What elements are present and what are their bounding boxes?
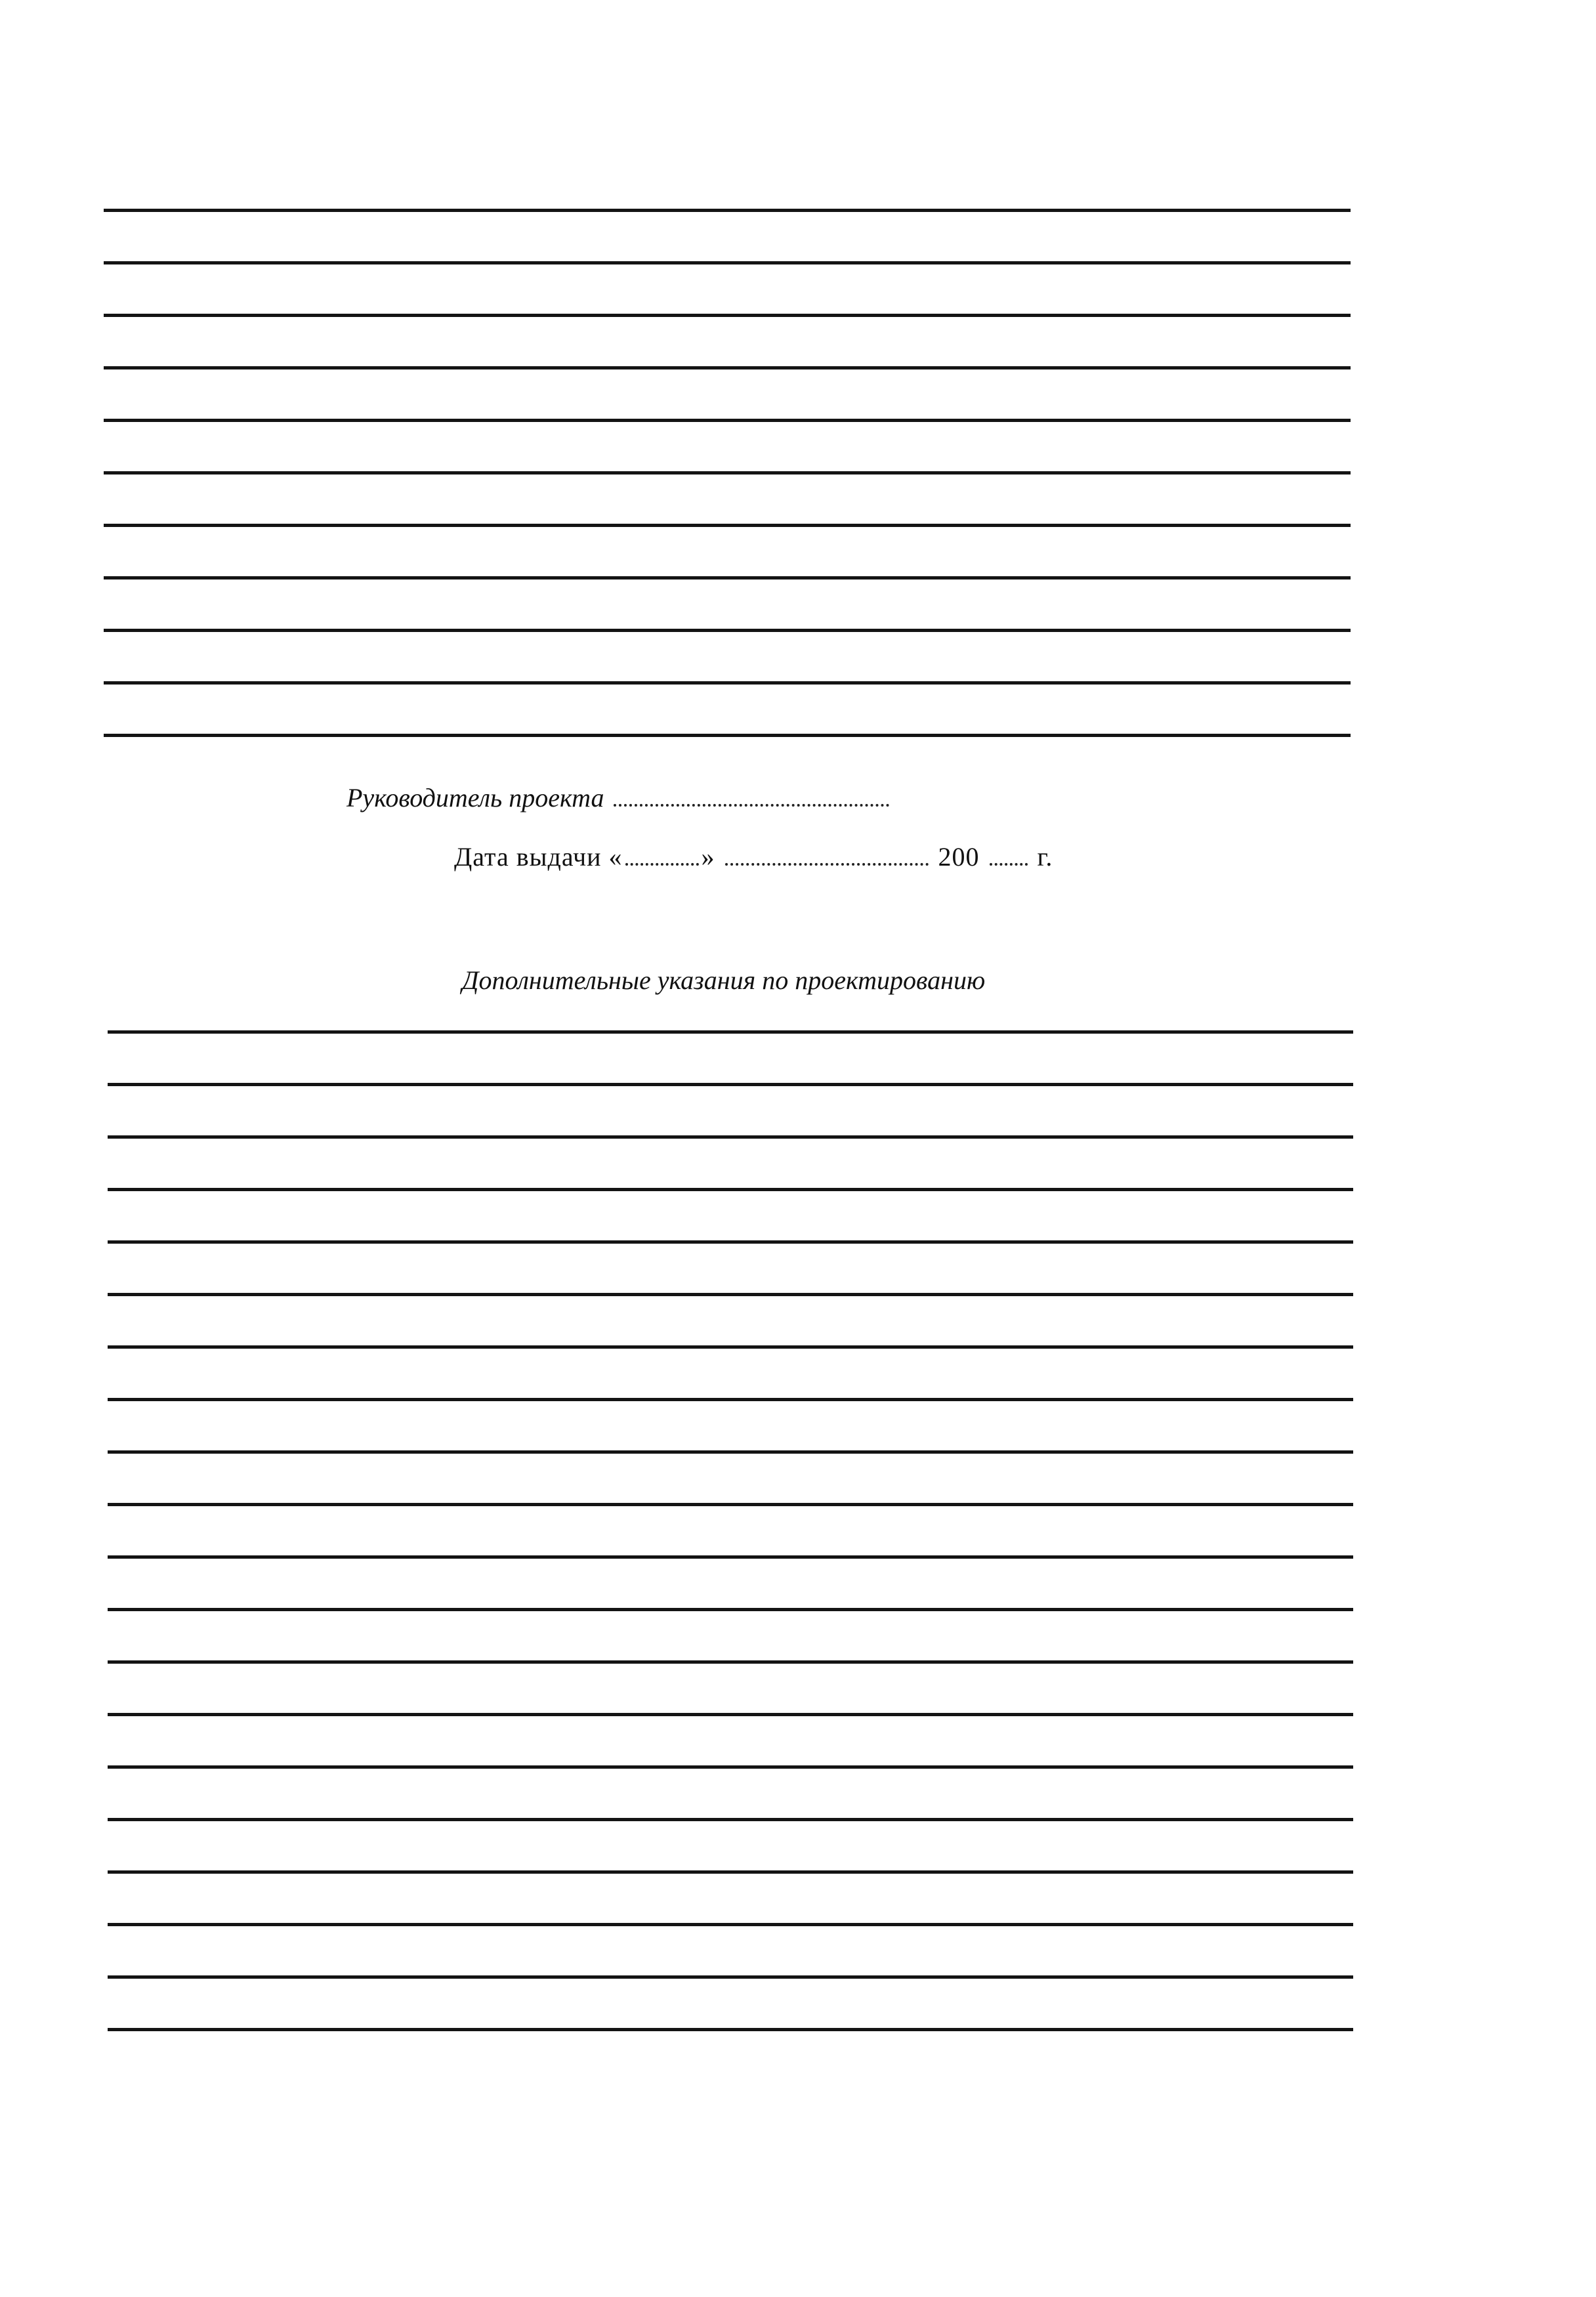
ruled-writing-line[interactable] [108, 1975, 1353, 1979]
issue-month-field[interactable] [725, 859, 929, 866]
ruled-writing-line[interactable] [108, 1240, 1353, 1244]
quote-open: « [608, 842, 623, 872]
year-suffix: г. [1037, 842, 1053, 872]
quote-close: » [701, 842, 715, 872]
ruled-writing-line[interactable] [104, 261, 1351, 264]
issue-year-field[interactable] [990, 859, 1028, 866]
ruled-writing-line[interactable] [104, 576, 1351, 580]
supervisor-signature-field[interactable] [614, 800, 889, 807]
ruled-writing-line[interactable] [108, 1450, 1353, 1454]
supervisor-line [346, 785, 892, 811]
ruled-writing-line[interactable] [108, 1765, 1353, 1769]
ruled-writing-line[interactable] [108, 1503, 1353, 1506]
ruled-writing-line[interactable] [108, 1083, 1353, 1086]
ruled-writing-line[interactable] [108, 1870, 1353, 1874]
ruled-writing-line[interactable] [108, 1135, 1353, 1139]
ruled-writing-line[interactable] [108, 2028, 1353, 2031]
ruled-writing-line[interactable] [108, 1713, 1353, 1716]
ruled-writing-line[interactable] [108, 1923, 1353, 1926]
ruled-writing-line[interactable] [104, 734, 1351, 737]
ruled-writing-line[interactable] [108, 1608, 1353, 1611]
year-prefix: 200 [938, 842, 980, 872]
ruled-writing-line[interactable] [108, 1345, 1353, 1349]
supervisor-label: Руководитель проекта [346, 783, 604, 812]
ruled-writing-line[interactable] [104, 366, 1351, 369]
ruled-writing-line[interactable] [108, 1660, 1353, 1664]
ruled-writing-line[interactable] [108, 1398, 1353, 1401]
issue-date-line [454, 844, 1053, 870]
ruled-writing-line[interactable] [108, 1555, 1353, 1559]
issue-day-field[interactable] [625, 859, 699, 866]
ruled-writing-line[interactable] [104, 681, 1351, 685]
ruled-writing-line[interactable] [104, 209, 1351, 212]
issue-date-label: Дата выдачи [454, 842, 602, 872]
ruled-writing-line[interactable] [108, 1818, 1353, 1821]
ruled-writing-line[interactable] [104, 419, 1351, 422]
ruled-writing-line[interactable] [104, 629, 1351, 632]
ruled-writing-line[interactable] [108, 1293, 1353, 1296]
ruled-writing-line[interactable] [108, 1030, 1353, 1034]
ruled-writing-line[interactable] [104, 471, 1351, 474]
ruled-writing-line[interactable] [104, 314, 1351, 317]
ruled-writing-line[interactable] [104, 524, 1351, 527]
ruled-writing-line[interactable] [108, 1188, 1353, 1191]
additional-instructions-title: Дополнительные указания по проектированию [462, 965, 986, 995]
